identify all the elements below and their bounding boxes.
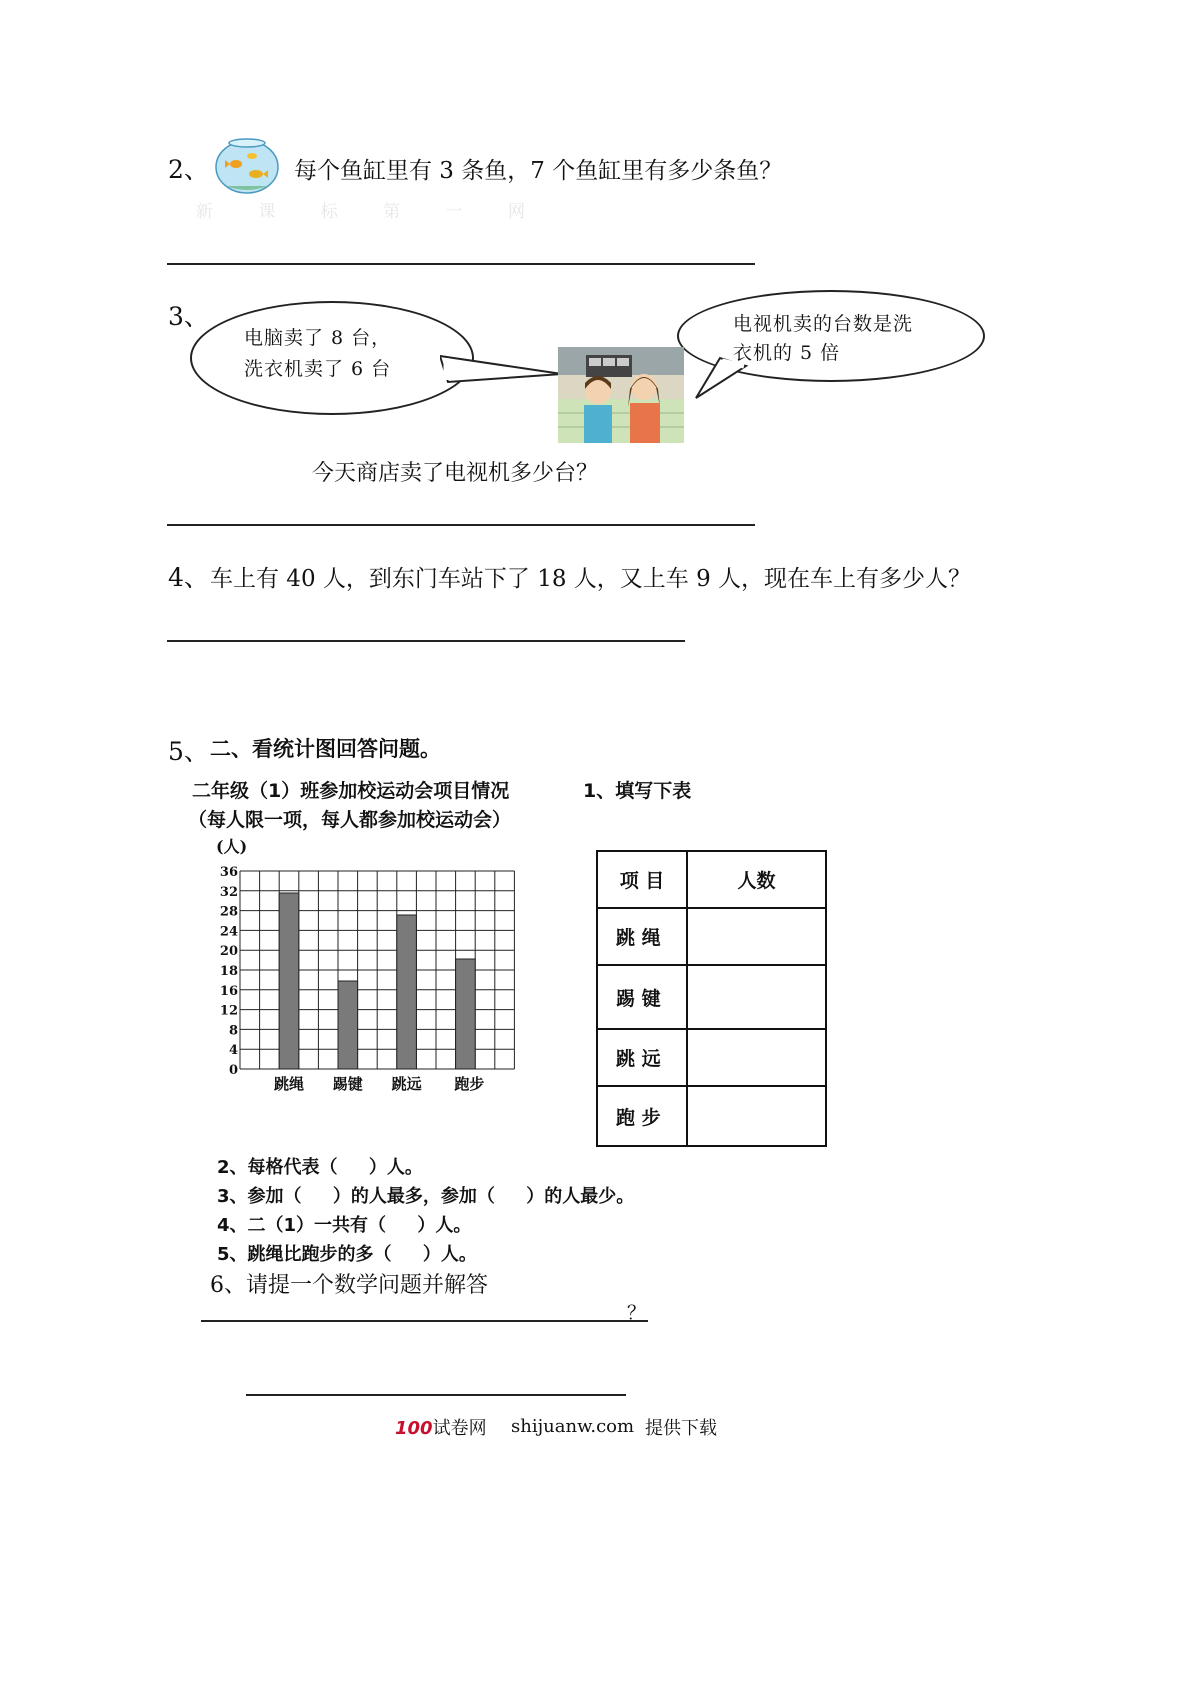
y-tick-label: 12 xyxy=(219,1003,238,1019)
table-row-label: 跳 绳 xyxy=(597,908,687,965)
bubble-left-line-2: 洗衣机卖了 6 台 xyxy=(244,358,392,380)
q4-text: 车上有 40 人，到东门车站下了 18 人，又上车 9 人，现在车上有多少人？ xyxy=(210,566,972,592)
y-tick-label: 20 xyxy=(219,944,238,960)
y-tick-label: 8 xyxy=(228,1023,238,1039)
bar-3 xyxy=(397,915,417,1069)
bubble-left-line-1: 电脑卖了 8 台， xyxy=(244,327,392,349)
footer-site-url[interactable]: shijuanw.com xyxy=(511,1416,635,1437)
watermark-text: 新 课 标 第 一 网 xyxy=(196,202,546,222)
fishbowl-icon xyxy=(214,134,280,194)
sub-question-5: 5、跳绳比跑步的多（ ）人。 xyxy=(217,1244,477,1265)
y-tick-label: 28 xyxy=(219,904,238,920)
q5-heading: 二、看统计图回答问题。 xyxy=(210,737,441,761)
two-girls-illustration xyxy=(558,347,684,443)
y-tick-label: 32 xyxy=(219,884,238,900)
answer-line-q6-question xyxy=(201,1320,648,1322)
x-category-label: 跳绳 xyxy=(273,1075,305,1093)
sub-question-3: 3、参加（ ）的人最多，参加（ ）的人最少。 xyxy=(217,1186,635,1207)
bar-chart-svg xyxy=(200,832,530,1104)
bar-1 xyxy=(279,893,299,1069)
q5-number: 5、 xyxy=(168,737,209,766)
bubble-right-line-2: 衣机的 5 倍 xyxy=(733,342,841,364)
q4-number: 4、 xyxy=(168,563,209,592)
sub-question-4: 4、二（1）一共有（ ）人。 xyxy=(217,1215,472,1236)
table-row-label: 跑 步 xyxy=(597,1086,687,1146)
bar-chart xyxy=(200,832,530,1104)
footer-provider: 提供下载 xyxy=(645,1418,717,1439)
bubble-right-line-1: 电视机卖的台数是洗 xyxy=(733,313,914,335)
q2-text: 每个鱼缸里有 3 条鱼，7 个鱼缸里有多少条鱼？ xyxy=(294,158,783,184)
y-tick-label: 24 xyxy=(219,924,238,940)
footer-logo: 100 xyxy=(395,1418,433,1439)
y-axis-label: (人) xyxy=(216,837,248,856)
sub-question-2: 2、每格代表（ ）人。 xyxy=(217,1157,423,1178)
table-row-label: 踢 键 xyxy=(597,965,687,1029)
footer xyxy=(395,1414,487,1440)
table-cell-input[interactable] xyxy=(687,1086,826,1146)
q3-question: 今天商店卖了电视机多少台？ xyxy=(312,461,599,486)
y-tick-label: 0 xyxy=(228,1063,238,1078)
answer-line-q6-answer xyxy=(246,1394,626,1396)
answer-line-q3 xyxy=(167,524,755,526)
bubble-left-tail xyxy=(440,340,570,400)
table-row-label: 跳 远 xyxy=(597,1029,687,1086)
y-tick-label: 18 xyxy=(219,964,238,979)
table-cell-input[interactable] xyxy=(687,965,826,1029)
y-tick-label: 16 xyxy=(219,983,238,999)
chart-title: 二年级（1）班参加校运动会项目情况 xyxy=(192,780,510,802)
q2-number: 2、 xyxy=(168,155,209,184)
x-category-label: 踢键 xyxy=(332,1075,363,1093)
table-instruction: 1、填写下表 xyxy=(583,780,692,802)
stats-table xyxy=(596,850,827,1147)
sub-question-6: 6、请提一个数学问题并解答 xyxy=(210,1273,488,1298)
answer-line-q4 xyxy=(167,640,685,642)
footer-site-cn: 试卷网 xyxy=(432,1418,487,1439)
answer-line-q2 xyxy=(167,263,755,265)
q3-number: 3、 xyxy=(168,302,209,331)
bar-2 xyxy=(338,981,358,1069)
y-tick-label: 36 xyxy=(219,865,238,880)
chart-subtitle: （每人限一项，每人都参加校运动会） xyxy=(188,809,512,831)
table-cell-input[interactable] xyxy=(687,908,826,965)
table-cell-input[interactable] xyxy=(687,1029,826,1086)
table-header-count: 人数 xyxy=(687,851,826,908)
q6-question-mark: ？ xyxy=(627,1302,647,1324)
x-category-label: 跳远 xyxy=(391,1075,422,1093)
bar-4 xyxy=(456,959,476,1069)
table-header-item: 项 目 xyxy=(597,851,687,908)
x-category-label: 跑步 xyxy=(454,1075,485,1093)
y-tick-label: 4 xyxy=(228,1043,238,1059)
